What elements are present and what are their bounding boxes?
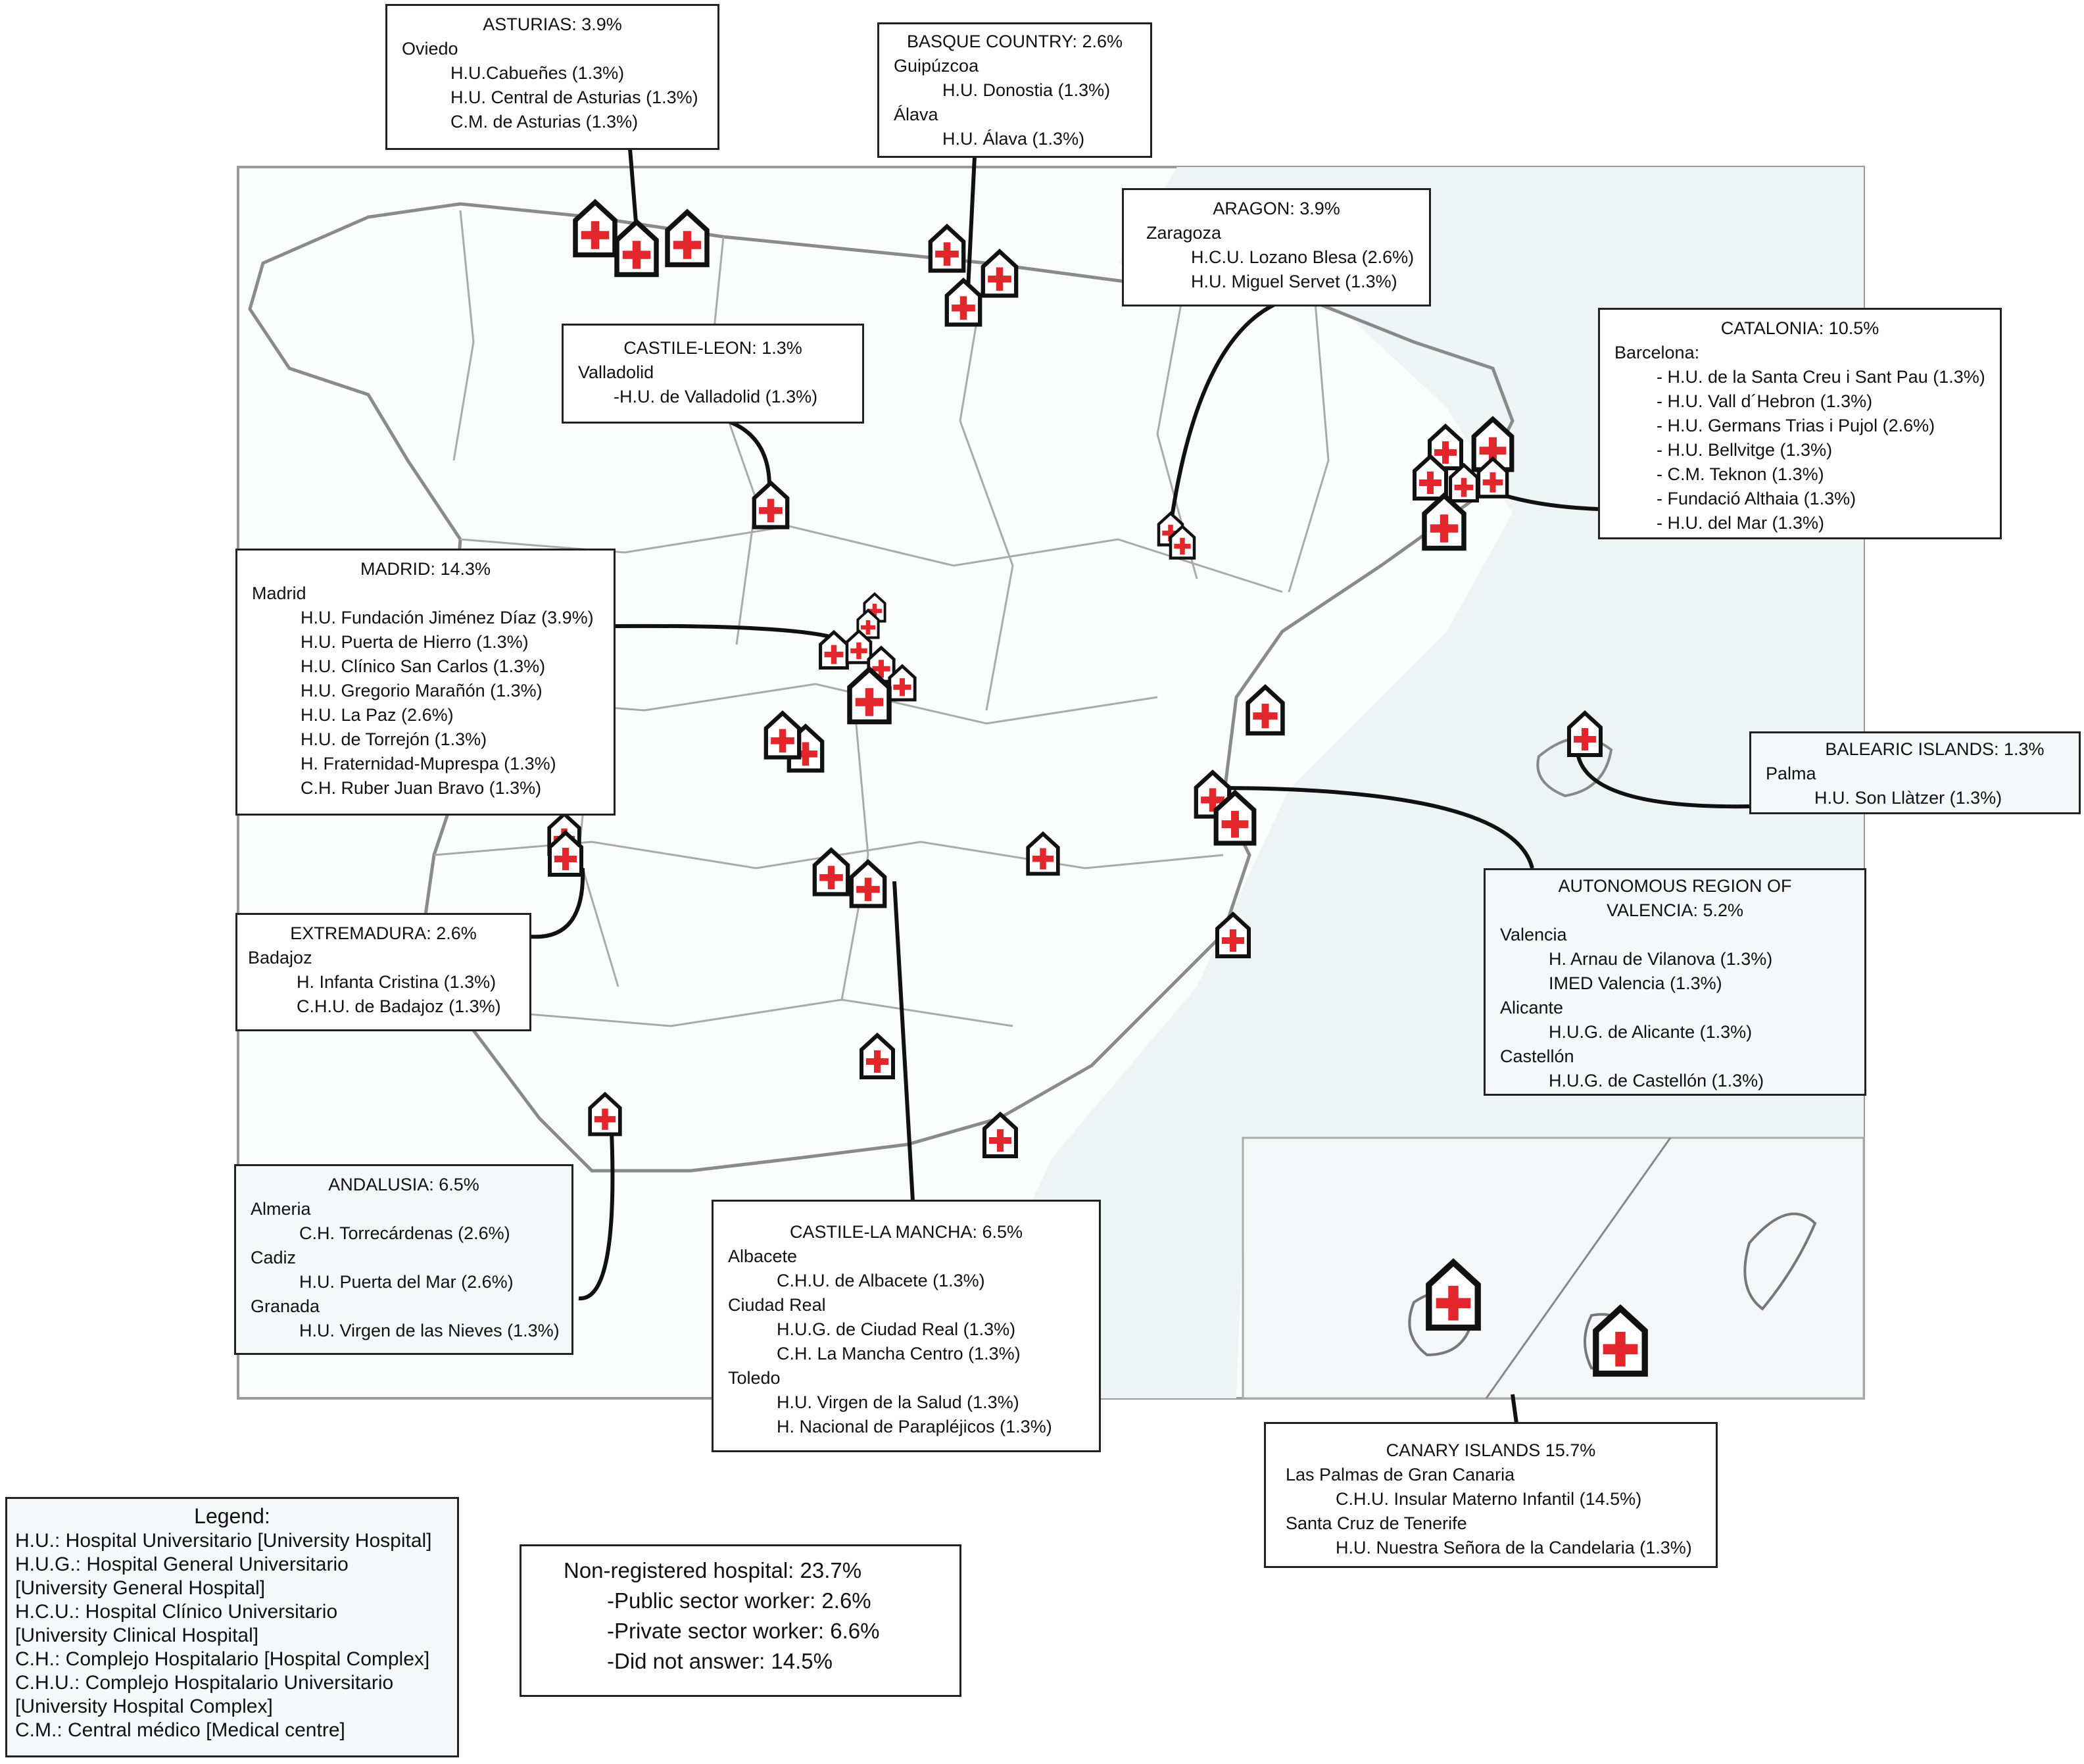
hospital-entry: H.U.G. de Alicante (1.3%) [1549,1022,1753,1042]
region-title-line1: AUTONOMOUS REGION OF [1558,876,1792,896]
hospital-entry: - H.U. Bellvitge (1.3%) [1657,440,1833,460]
hospital-entry: - H.U. Germans Trias i Pujol (2.6%) [1657,416,1935,435]
hospital-entry: C.H.U. Insular Materno Infantil (14.5%) [1336,1489,1642,1509]
hospital-entry: H. Fraternidad-Muprespa (1.3%) [301,754,556,773]
madrid-box [235,549,616,816]
region-title: BASQUE COUNTRY: 2.6% [906,32,1123,51]
hospital-entry: H.U. Son Llàtzer (1.3%) [1814,788,2002,808]
city-name: Ciudad Real [728,1295,826,1315]
legend-line: C.H.: Complejo Hospitalario [Hospital Complex] [15,1648,430,1670]
legend-line: H.C.U.: Hospital Clínico Universitario [15,1601,338,1623]
city-name: Santa Cruz de Tenerife [1286,1513,1467,1533]
hospital-entry: H.U. Donostia (1.3%) [942,80,1111,100]
hospital-entry: H.U. Clínico San Carlos (1.3%) [301,656,546,676]
city-name: Zaragoza [1146,223,1222,243]
region-title: ARAGON: 3.9% [1213,199,1340,218]
city-name: Madrid [252,583,306,603]
legend-line: H.U.: Hospital Universitario [University Hospital] [15,1530,432,1552]
region-title: CANARY ISLANDS 15.7% [1386,1440,1596,1460]
andalusia-box [234,1164,573,1355]
city-name: Albacete [728,1246,798,1266]
hospital-entry: - C.M. Teknon (1.3%) [1657,464,1824,484]
hospital-entry: C.H. Torrecárdenas (2.6%) [299,1223,510,1243]
non-registered-title: Non-registered hospital: 23.7% [564,1558,862,1582]
region-title: ASTURIAS: 3.9% [483,14,622,34]
hospital-entry: H.U.Cabueñes (1.3%) [450,63,625,83]
city-name: Palma [1766,764,1816,783]
region-title: CASTILE-LA MANCHA: 6.5% [789,1222,1023,1242]
region-title: MADRID: 14.3% [360,559,491,579]
hospital-entry: H. Arnau de Vilanova (1.3%) [1549,949,1773,969]
hospital-entry: H. Infanta Cristina (1.3%) [297,972,497,992]
hospital-entry: C.M. de Asturias (1.3%) [450,112,639,132]
hospital-entry: H.U.G. de Ciudad Real (1.3%) [777,1319,1016,1339]
hospital-entry: H.U. Virgen de la Salud (1.3%) [777,1392,1019,1412]
hospital-entry: C.H.U. de Badajoz (1.3%) [297,996,501,1016]
hospital-entry: H.U. Miguel Servet (1.3%) [1191,272,1397,291]
city-name: Cadiz [251,1248,297,1267]
hospital-entry: H. Nacional de Parapléjicos (1.3%) [777,1417,1052,1436]
non-registered-item: -Did not answer: 14.5% [607,1649,833,1673]
region-title-line2: VALENCIA: 5.2% [1606,900,1744,920]
region-title: EXTREMADURA: 2.6% [290,923,477,943]
hospital-entry: H.U. Nuestra Señora de la Candelaria (1.3%) [1336,1538,1692,1557]
valencia-box [1484,868,1866,1096]
hospital-entry: H.U. Puerta de Hierro (1.3%) [301,632,529,652]
city-name: Barcelona: [1614,343,1700,362]
legend-line: [University Clinical Hospital] [15,1625,259,1646]
hospital-entry: C.H.U. de Albacete (1.3%) [777,1271,985,1290]
hospital-entry: - Fundació Althaia (1.3%) [1657,489,1856,508]
city-name: Las Palmas de Gran Canaria [1286,1465,1515,1484]
hospital-entry: H.U. Puerta del Mar (2.6%) [299,1272,514,1292]
canary-box [1264,1422,1718,1568]
city-name: Almeria [251,1199,311,1219]
legend-box [5,1497,459,1757]
city-name: Guipúzcoa [894,56,979,76]
hospital-entry: IMED Valencia (1.3%) [1549,973,1722,993]
legend-line: C.M.: Central médico [Medical centre] [15,1719,345,1741]
non-registered-box [520,1544,961,1697]
asturias-box [385,4,719,150]
non-registered-item: -Public sector worker: 2.6% [607,1588,871,1613]
aragon-box [1122,188,1431,306]
city-name: Badajoz [248,948,312,968]
city-name: Castellón [1500,1046,1574,1066]
hospital-entry: H.U. Virgen de las Nieves (1.3%) [299,1321,560,1340]
hospital-entry: H.U. Gregorio Marañón (1.3%) [301,681,543,700]
region-title: ANDALUSIA: 6.5% [328,1175,479,1194]
hospital-entry: - H.U. del Mar (1.3%) [1657,513,1825,533]
basque-box [877,22,1152,158]
castile-la-mancha-box [712,1200,1101,1452]
hospital-entry: H.U. Álava (1.3%) [942,129,1085,149]
legend-line: [University Hospital Complex] [15,1696,273,1717]
hospital-entry: - H.U. Vall d´Hebron (1.3%) [1657,391,1873,411]
legend-title: Legend: [194,1504,270,1528]
legend-line: C.H.U.: Complejo Hospitalario Universitario [15,1672,394,1694]
region-title: BALEARIC ISLANDS: 1.3% [1825,739,2045,759]
city-name: Alicante [1500,998,1564,1017]
hospital-entry: H.U. La Paz (2.6%) [301,705,454,725]
castile-leon-box [562,324,864,424]
catalonia-box [1598,308,2002,539]
region-title: CATALONIA: 10.5% [1720,318,1879,338]
region-title: CASTILE-LEON: 1.3% [623,338,802,358]
hospital-entry: H.C.U. Lozano Blesa (2.6%) [1191,247,1415,267]
balearic-box [1749,731,2081,814]
city-name: Oviedo [402,39,458,59]
hospital-entry: H.U. Central de Asturias (1.3%) [450,87,698,107]
legend-line: H.U.G.: Hospital General Universitario [15,1554,349,1575]
hospital-entry: H.U. Fundación Jiménez Díaz (3.9%) [301,608,594,627]
city-name: Álava [894,105,938,124]
city-name: Valencia [1500,925,1567,944]
hospital-entry: - H.U. de la Santa Creu i Sant Pau (1.3%) [1657,367,1985,387]
city-name: Granada [251,1296,320,1316]
city-name: Valladolid [578,362,654,382]
hospital-entry: H.U. de Torrejón (1.3%) [301,729,487,749]
hospital-entry: H.U.G. de Castellón (1.3%) [1549,1071,1764,1090]
hospital-entry: C.H. Ruber Juan Bravo (1.3%) [301,778,542,798]
extremadura-box [235,913,531,1031]
legend-line: [University General Hospital] [15,1577,266,1599]
non-registered-item: -Private sector worker: 6.6% [607,1619,880,1643]
city-name: Toledo [728,1368,781,1388]
canary-inset-frame [1243,1138,1864,1398]
hospital-entry: C.H. La Mancha Centro (1.3%) [777,1344,1021,1363]
hospital-entry: -H.U. de Valladolid (1.3%) [614,387,818,406]
